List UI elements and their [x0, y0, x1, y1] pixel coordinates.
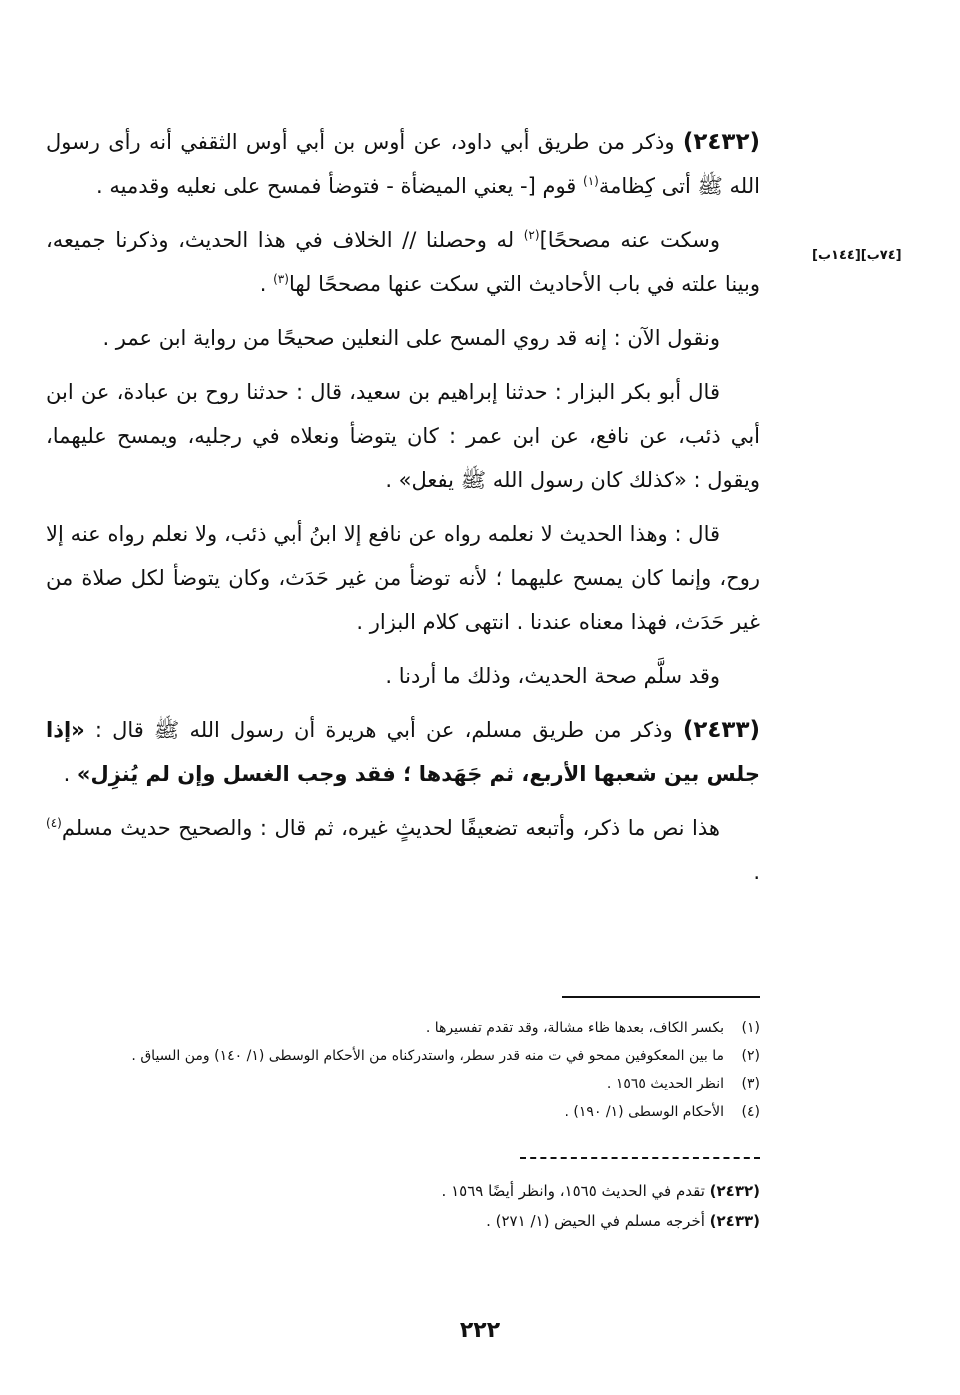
hadith-note-number: (٢٤٣٢) [709, 1182, 760, 1200]
paragraph-text: وسكت عنه مصححًا] [539, 228, 720, 252]
paragraph-text: هذا نص ما ذكر، وأتبعه تضعيفًا لحديثٍ غيره، ثم قال : والصحيح حديث مسلم [61, 816, 720, 840]
paragraph-text: . [753, 860, 760, 884]
footnote-number: (٤) [741, 1104, 760, 1120]
footnote-ref-2[interactable]: (٢) [523, 228, 540, 242]
hadith-notes-separator [520, 1157, 760, 1159]
footnote-item [46, 1098, 760, 1126]
footnote-item [46, 1070, 760, 1098]
paragraph-4 [46, 370, 760, 502]
paragraph-text: له وحصلنا // الخلاف في هذا الحديث، وذكرنا جميعه، وبينا علته في باب الأحاديث التي سكت عنها مصححًا لها [46, 228, 760, 296]
footnote-text: انظر الحديث ١٥٦٥ . [606, 1076, 724, 1092]
footnotes [46, 1014, 760, 1126]
hadith-note-item [46, 1206, 760, 1236]
hadith-note-text: أخرجه مسلم في الحيض (١/ ٢٧١) . [486, 1212, 710, 1230]
hadith-2432-paragraph [46, 120, 760, 208]
paragraph-text: وذكر من طريق أبي داود، عن أوس بن أبي أوس الثقفي أنه رأى رسول الله ﷺ أتى كِظامة [46, 130, 760, 198]
footnote-text: ما بين المعكوفين ممحو في ت منه قدر سطر، واستدركناه من الأحكام الوسطى (١/ ١٤٠) ومن السياق . [131, 1048, 724, 1064]
paragraph-2 [46, 218, 760, 306]
paragraph-text: قوم [- يعني الميضأة - فتوضأ فمسح على نعليه وقدميه . [96, 174, 584, 198]
footnote-item [46, 1014, 760, 1042]
paragraph-text: . [259, 272, 274, 296]
footnote-separator [562, 996, 760, 998]
prophetic-quote: «إذا جلس بين شعبها الأربع، ثم جَهَدها ؛ فقد وجب الغسل وإن لم يُنزِل» [46, 718, 760, 786]
hadith-note-item [46, 1176, 760, 1206]
hadith-note-number: (٢٤٣٣) [709, 1212, 760, 1230]
paragraph-text: . [385, 468, 399, 492]
hadith-number: (٢٤٣٣) [682, 717, 760, 743]
footnote-ref-4[interactable]: (٤) [46, 816, 62, 830]
hadith-2433-paragraph [46, 708, 760, 796]
paragraph-3: ونقول الآن : إنه قد روي المسح على النعلين صحيحًا من رواية ابن عمر . [102, 326, 720, 350]
footnote-item [46, 1042, 760, 1070]
main-text [46, 120, 760, 904]
footnote-text: الأحكام الوسطى (١/ ١٩٠) . [564, 1104, 724, 1120]
paragraph-text: وذكر من طريق مسلم، عن أبي هريرة أن رسول الله ﷺ قال : [84, 718, 683, 742]
footnote-number: (٣) [741, 1076, 760, 1092]
paragraph-text: . [63, 762, 77, 786]
paragraph-8 [46, 806, 760, 894]
prophetic-quote: «كذلك كان رسول الله ﷺ يفعل» [398, 468, 687, 492]
manuscript-margin-reference: [٧٤ب][١٤٤ب] [812, 248, 902, 263]
footnote-number: (٢) [741, 1048, 760, 1064]
hadith-notes [46, 1176, 760, 1236]
hadith-note-text: تقدم في الحديث ١٥٦٥، وانظر أيضًا ١٥٦٩ . [441, 1182, 710, 1200]
paragraph-6: وقد سلَّم صحة الحديث، وذلك ما أردنا . [385, 664, 720, 688]
footnote-ref-1[interactable]: (١) [583, 174, 599, 188]
footnote-number: (١) [741, 1020, 760, 1036]
paragraph-5: قال : وهذا الحديث لا نعلمه رواه عن نافع إلا ابنُ أبي ذئب، ولا نعلم رواه عنه إلا روح، وإنما كان يمسح عليهما ؛ لأنه توضأ من غير حَدَث، وكان يتوضأ لكل صلاة من غير حَدَث، فهذا معناه عندنا . انتهى كلام البزار . [46, 522, 760, 634]
footnote-text: بكسر الكاف، بعدها ظاء مشالة، وقد تقدم تفسيرها . [425, 1020, 724, 1036]
paragraph-text: قال أبو بكر البزار : حدثنا إبراهيم بن سعيد، قال : حدثنا روح بن عبادة، عن ابن أبي ذئب، عن نافع، عن ابن عمر : كان يتوضأ ونعلاه في رجليه، ويمسح عليهما، ويقول : [46, 380, 760, 492]
footnote-ref-3[interactable]: (٣) [273, 272, 289, 286]
page-number: ٢٢٢ [459, 1318, 501, 1343]
hadith-number: (٢٤٣٢) [682, 129, 760, 155]
